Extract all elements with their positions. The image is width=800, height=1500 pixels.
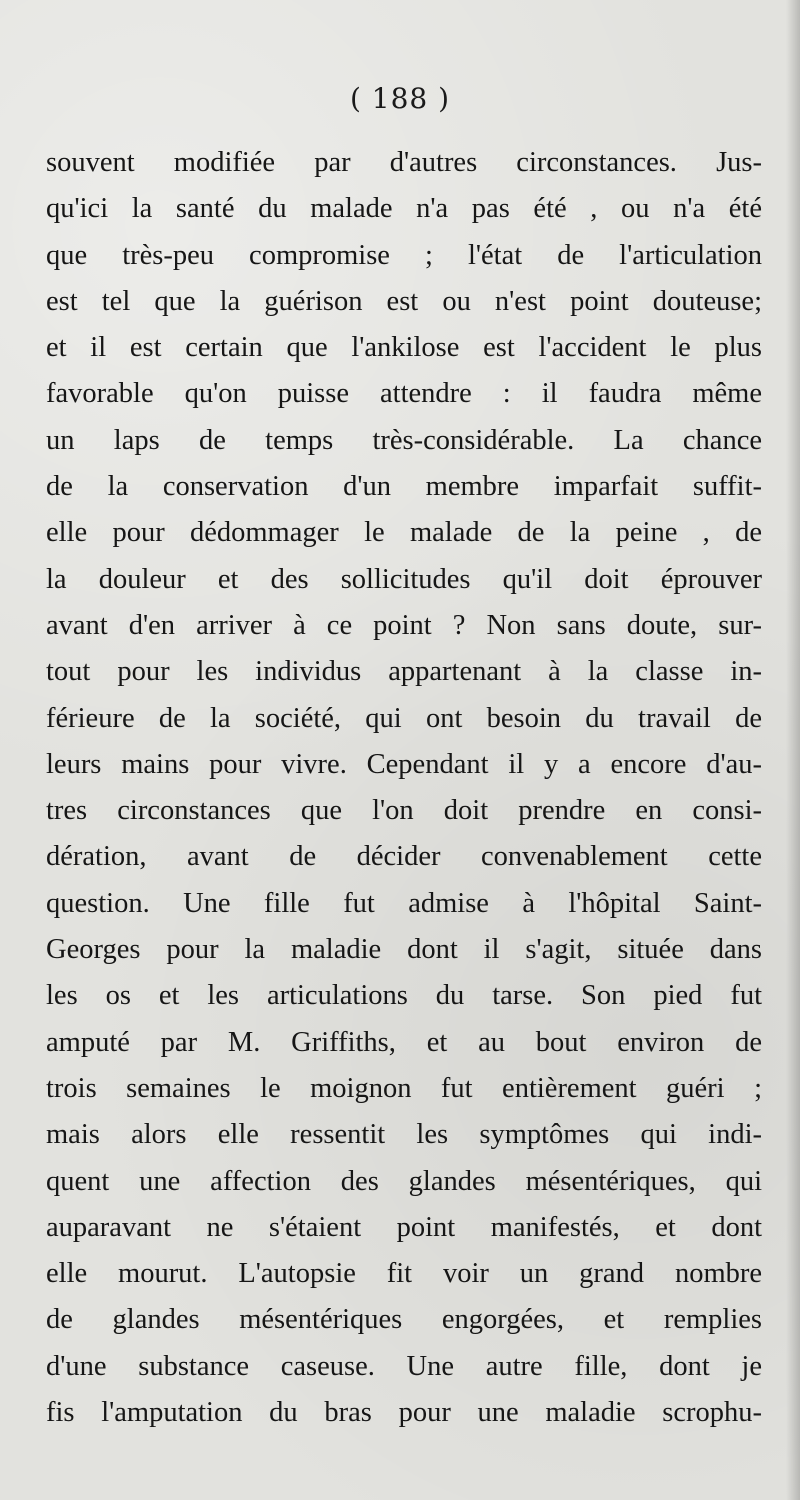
- text-line: elle pour dédommager le malade de la peine , de: [46, 517, 762, 549]
- text-line: tres circonstances que l'on doit prendre en consi-: [46, 795, 762, 827]
- text-line: trois semaines le moignon fut entièrement guéri ;: [46, 1072, 762, 1104]
- text-line: quent une affection des glandes mésentériques, qui: [46, 1165, 762, 1197]
- text-line: favorable qu'on puisse attendre : il faudra même: [46, 378, 762, 410]
- text-line: amputé par M. Griffiths, et au bout environ de: [46, 1026, 762, 1058]
- text-line: mais alors elle ressentit les symptômes qui indi-: [46, 1119, 762, 1151]
- text-line: elle mourut. L'autopsie fit voir un grand nombre: [46, 1258, 762, 1290]
- text-line: férieure de la société, qui ont besoin du travail de: [46, 702, 762, 734]
- text-line: de la conservation d'un membre imparfait suffit-: [46, 471, 762, 503]
- text-line: les os et les articulations du tarse. Son pied fut: [46, 980, 762, 1012]
- text-line: dération, avant de décider convenablement cette: [46, 841, 762, 873]
- text-line: Georges pour la maladie dont il s'agit, située dans: [46, 934, 762, 966]
- text-line: est tel que la guérison est ou n'est point douteuse;: [46, 285, 762, 317]
- page-edge-shadow: [786, 0, 800, 1500]
- body-text: [46, 140, 762, 1436]
- text-line: d'une substance caseuse. Une autre fille, dont je: [46, 1350, 762, 1382]
- text-line: leurs mains pour vivre. Cependant il y a encore d'au-: [46, 748, 762, 780]
- text-line: la douleur et des sollicitudes qu'il doit éprouver: [46, 563, 762, 595]
- text-line: fis l'amputation du bras pour une maladie scrophu-: [46, 1397, 762, 1429]
- text-line: et il est certain que l'ankilose est l'accident le plus: [46, 332, 762, 364]
- text-line: question. Une fille fut admise à l'hôpital Saint-: [46, 887, 762, 919]
- page-number: ( 188 ): [349, 82, 451, 115]
- text-line: souvent modifiée par d'autres circonstances. Jus-: [46, 147, 762, 178]
- text-line: de glandes mésentériques engorgées, et remplies: [46, 1304, 762, 1336]
- text-line: un laps de temps très-considérable. La chance: [46, 424, 762, 456]
- text-line: avant d'en arriver à ce point ? Non sans doute, sur-: [46, 609, 762, 641]
- text-line: que très-peu compromise ; l'état de l'articulation: [46, 239, 762, 271]
- text-line: qu'ici la santé du malade n'a pas été , ou n'a été: [46, 193, 762, 225]
- text-line: tout pour les individus appartenant à la classe in-: [46, 656, 762, 688]
- text-line: auparavant ne s'étaient point manifestés, et dont: [46, 1211, 762, 1243]
